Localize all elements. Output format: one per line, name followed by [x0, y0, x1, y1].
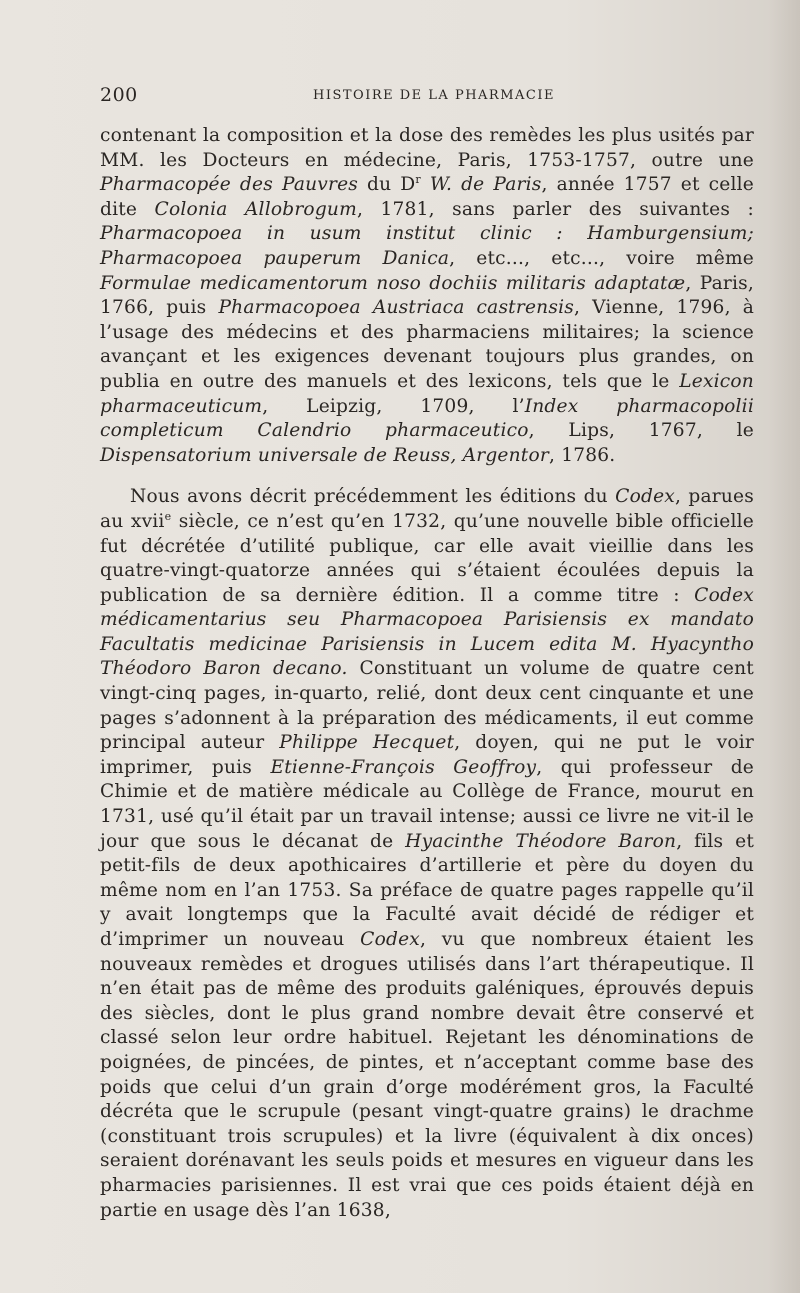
- italic-text: Dispensatorium universale de Reuss, Argentor: [100, 444, 549, 466]
- italic-text: Colonia Allobrogum: [154, 198, 357, 220]
- text-run: Constituant un volume de quatre cent vingt-cinq pages, in-quarto, relié, dont deux cent cinquante et une pages s’adonnent à la préparation des médicaments, il eut comme principal auteur: [100, 658, 754, 754]
- text-run: , année 1757 et celle dite: [100, 174, 754, 220]
- page-number: 200: [100, 84, 138, 106]
- superscript: e: [164, 509, 172, 523]
- text-run: , qui professeur de Chimie et de matière médicale au Collège de France, mourut en 1731, usé qu’il était par un travail intense; aussi ce livre ne vit-il le jour que sous le décanat de: [100, 756, 754, 852]
- text-run: siècle, ce n’est qu’en 1732, qu’une nouvelle bible officielle fut décrétée d’utilité publique, car elle avait vieillie dans les quatre-vingt-quatorze années qui s’étaient écoulées depuis la publication de sa dernière édition. Il a comme titre :: [100, 510, 754, 606]
- text-run: , etc..., etc..., voire même: [449, 247, 754, 269]
- italic-text: Pharmacopoea in usum institut clinic : Hamburgensium; Pharmacopoea pauperum Danica: [100, 223, 754, 269]
- text-run: , Lips, 1767, le: [528, 420, 754, 442]
- text-run: , doyen, qui ne put le voir imprimer, puis: [100, 732, 754, 778]
- italic-text: Lexicon pharmaceuticum: [100, 370, 754, 417]
- italic-text: Pharmacopoea Austriaca castrensis: [218, 297, 574, 319]
- text-run: du D: [358, 174, 416, 196]
- text-run: , Vienne, 1796, à l’usage des médecins et des pharmaciens militaires; la science avançant et les exigences devenant toujours plus grandes, on publia en outre des manuels et des lexicons, tels que le: [100, 297, 754, 392]
- text-run: , Leipzig, 1709, l’: [262, 395, 525, 417]
- text-run: contenant la composition et la dose des remèdes les plus usités par MM. les Docteurs en médecine, Paris, 1753-1757, outre une: [100, 125, 754, 171]
- text-run: , fils et petit-fils de deux apothicaires d’artillerie et père du doyen du même nom en l’an 1753. Sa préface de quatre pages rappelle qu’il y avait longtemps que la Faculté avait décidé de rédiger et d’imprimer un nouveau: [100, 830, 754, 950]
- italic-text: Hyacinthe Théodore Baron: [405, 830, 677, 852]
- italic-text: W. de Paris: [429, 174, 542, 196]
- body-text: [100, 124, 754, 1223]
- text-run: , parues au xvii: [100, 486, 754, 532]
- italic-text: Codex médicamentarius seu Pharmacopoea Parisiensis ex mandato Facultatis medicinae Parisiensis in Lucem edita M. Hyacyntho Théodoro Baron decano.: [100, 584, 754, 680]
- paragraph-2: [100, 485, 754, 1223]
- italic-text: Codex: [615, 486, 675, 508]
- text-run: , 1786.: [548, 444, 616, 466]
- text-run: Nous avons décrit précédemment les éditions du: [130, 486, 616, 508]
- italic-text: Index pharmacopolii completicum Calendrio pharmaceutico: [100, 395, 754, 442]
- text-run: , vu que nombreux étaient les nouveaux remèdes et drogues utilisés dans l’art thérapeutique. Il n’en était pas de même des produits galéniques, éprouvés depuis des siècles, dont le plus grand nombre devait être conservé et classé selon leur ordre habituel. Rejetant les dénominations de poignées, de pincées, de pintes, et n’acceptant comme base des poids que celui d’un grain d’orge modérément gros, la Faculté décréta que le scrupule (pesant vingt-quatre grains) le drachme (constituant trois scrupules) et la livre (équivalent à dix onces) seraient dorénavant les seuls poids et mesures en vigueur dans les pharmacies parisiennes. Il est vrai que ces poids étaient déjà en partie en usage dès l’an 1638,: [100, 929, 754, 1221]
- italic-text: Formulae medicamentorum noso dochiis militaris adaptatæ: [100, 272, 686, 294]
- paragraph-1: [100, 124, 754, 468]
- text-run: , Paris, 1766, puis: [100, 272, 754, 319]
- page-header: [100, 84, 754, 110]
- italic-text: Philippe Hecquet: [279, 732, 455, 754]
- italic-text: Etienne-François Geoffroy: [270, 756, 537, 778]
- italic-text: Pharmacopée des Pauvres: [100, 174, 359, 196]
- italic-text: Codex: [360, 929, 420, 950]
- running-title: HISTOIRE DE LA PHARMACIE: [313, 88, 555, 103]
- text-run: , 1781, sans parler des suivantes :: [356, 198, 754, 220]
- text-run: [421, 174, 430, 195]
- superscript: r: [415, 173, 421, 186]
